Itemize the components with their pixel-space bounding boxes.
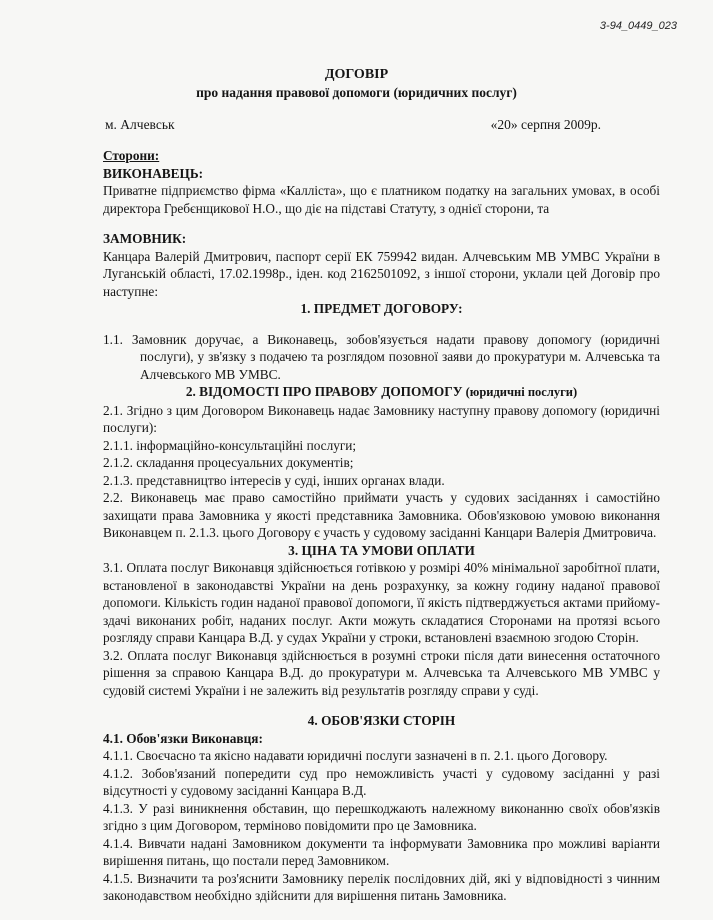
section-2-title-main: 2. ВІДОМОСТІ ПРО ПРАВОВУ ДОПОМОГУ <box>185 384 463 399</box>
client-text: Канцара Валерій Дмитрович, паспорт серії ЕК 759942 видан. Алчевським МВ УМВС України в Луганській області, 17.02.1998р., іден. код 2162501092, з іншої сторони, уклали цей Договір про наступне: <box>103 248 660 299</box>
clause-4-1-4: 4.1.4. Вивчати надані Замовником документи та інформувати Замовника про можливі варіанти вирішення питань, що постали перед Замовником. <box>103 835 660 868</box>
clause-2-1-3: 2.1.3. представництво інтересів у суді, інших органах влади. <box>103 472 445 488</box>
clause-2-2: 2.2. Виконавець має право самостійно приймати участь у судових засіданнях і самостійно захищати права Замовника у якості представника Замовника. Обов'язковою умовою виконання Виконавцем п. 2.1.3. цього Договору є участь у судовому засіданні Канцари Валерія Дмитровича. <box>103 490 660 540</box>
clause-3-1: 3.1. Оплата послуг Виконавця здійснюється готівкою у розмірі 40% мінімальної заробітної плати, встановленої в законодавстві України на день розрахунку, за кожну годину наданої правової допомоги. Кількість годин наданої правової допомоги, її якість підтверджується актами прийому-здачі виконаних робіт, наданих послуг. Акти можуть складатися Сторонами на протязі всього розгляду справи Канцара В.Д. у судах України у строки, встановлені взаємною згодою Сторін. <box>103 560 660 645</box>
document-subtitle: про надання правової допомоги (юридичних послуг) <box>196 85 517 100</box>
executor-label: ВИКОНАВЕЦЬ: <box>103 165 204 181</box>
document-title: ДОГОВІР <box>324 67 389 82</box>
parties-label: Сторони: <box>103 148 160 163</box>
clause-2-1-2: 2.1.2. складання процесуальних документів; <box>103 455 354 470</box>
contract-city: м. Алчевськ <box>105 117 175 132</box>
document-number-stamp: 3-94_0449_023 <box>599 20 677 32</box>
clause-3-2: 3.2. Оплата послуг Виконавця здійснюється в розумні строки після дати винесення остаточного рішення за справою Канцара В.Д. до прокуратури м. Алчевська та Алчевського МВ УМВС у судовій системі України і не залежить від результатів розгляду справи у суді. <box>103 647 660 698</box>
clause-4-1-heading: 4.1. Обов'язки Виконавця: <box>103 730 263 746</box>
clause-4-1-5: 4.1.5. Визначити та роз'яснити Замовнику перелік послідовних дій, які у відповідності з чинним законодавством необхідно здійснити для вирішення питань Замовника. <box>103 870 660 903</box>
clause-4-1-3: 4.1.3. У разі виникнення обставин, що перешкоджають належному виконанню своїх обов'язків згідно з цим Договором, терміново повідомити про це Замовника. <box>103 800 660 833</box>
clause-4-1-1: 4.1.1. Своєчасно та якісно надавати юридичні послуги зазначені в п. 2.1. цього Договору. <box>103 748 608 763</box>
clause-2-1-1: 2.1.1. інформаційно-консультаційні послуги; <box>103 437 357 453</box>
section-2-title <box>103 383 660 402</box>
section-3-title: 3. ЦІНА ТА УМОВИ ОПЛАТИ <box>288 542 475 558</box>
client-label: ЗАМОВНИК: <box>103 231 187 246</box>
contract-body <box>103 147 660 905</box>
clause-1-1: 1.1. Замовник доручає, а Виконавець, зобов'язується надати правову допомогу (юридичні послуги), у зв'язку з подачею та розглядом позовної заяви до прокуратури м. Алчевська та Алчевського МВ УМВС. <box>103 331 660 382</box>
clause-4-1-2: 4.1.2. Зобов'язаний попередити суд про неможливість участі у судовому засіданні у разі відсутності у судовому засіданні Канцара В.Д. <box>103 765 660 798</box>
section-1-title: 1. ПРЕДМЕТ ДОГОВОРУ: <box>300 301 463 316</box>
section-2-title-suffix: (юридичні послуги) <box>462 385 578 399</box>
clause-2-1: 2.1. Згідно з цим Договором Виконавець надає Замовнику наступну правову допомогу (юридичні послуги): <box>103 402 660 435</box>
executor-text: Приватне підприємство фірма «Калліста», що є платником податку на загальних умовах, в особі директора Гребєнщикової Н.О., що діє на підставі Статуту, з однієї сторони, та <box>103 183 660 216</box>
contract-date: «20» серпня 2009р. <box>490 117 601 132</box>
section-4-title: 4. ОБОВ'ЯЗКИ СТОРІН <box>307 713 456 728</box>
